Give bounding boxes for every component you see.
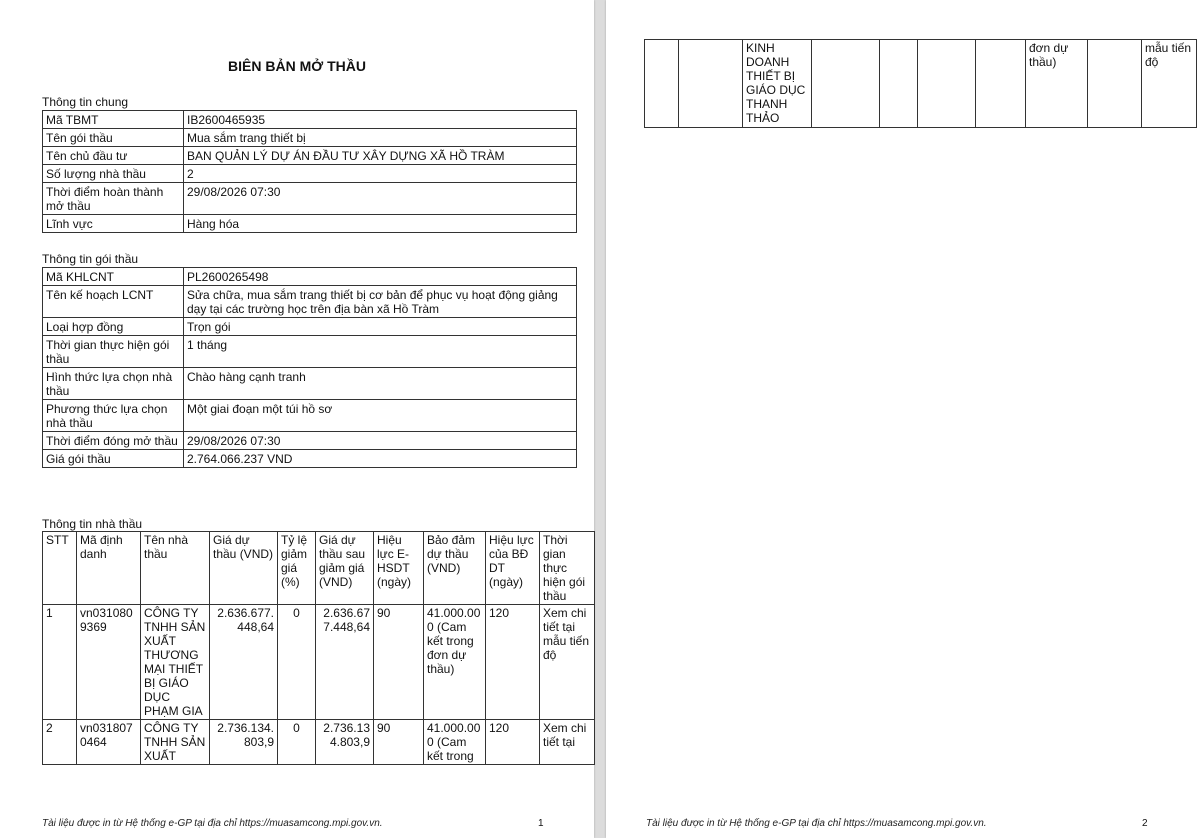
bidder-cell (976, 40, 1026, 128)
bidder-col-header: Tên nhà thầu (141, 532, 210, 605)
info-value: Trọn gói (184, 318, 577, 336)
bidder-cell: 41.000.000 (Cam kết trong (424, 720, 486, 765)
bidder-cell: 90 (374, 605, 424, 720)
table-row (43, 605, 595, 720)
info-key: Tên kế hoạch LCNT (43, 286, 184, 318)
bidder-cell: Xem chi tiết tại mẫu tiến độ (540, 605, 595, 720)
bidder-cell: vn0318070464 (77, 720, 141, 765)
info-key: Loại hợp đồng (43, 318, 184, 336)
info-row (43, 318, 577, 336)
bidder-cell: vn0310809369 (77, 605, 141, 720)
info-key: Phương thức lựa chọn nhà thầu (43, 400, 184, 432)
info-value: 29/08/2026 07:30 (184, 183, 577, 215)
info-row (43, 400, 577, 432)
bidder-cell: 120 (486, 605, 540, 720)
info-row (43, 111, 577, 129)
bidder-cell (918, 40, 976, 128)
info-row (43, 129, 577, 147)
package-info-label: Thông tin gói thầu (42, 252, 139, 266)
info-row (43, 432, 577, 450)
info-row (43, 368, 577, 400)
bidder-cell (679, 40, 743, 128)
bidder-info-label: Thông tin nhà thầu (42, 517, 143, 531)
bidder-col-header: Giá dự thầu sau giảm giá (VND) (316, 532, 374, 605)
bidder-cell: 2.736.134.803,9 (316, 720, 374, 765)
bidder-cell: 0 (278, 720, 316, 765)
bidder-cell: mẫu tiến độ (1142, 40, 1197, 128)
bidder-col-header: Hiệu lực E-HSDT (ngày) (374, 532, 424, 605)
table-row (43, 720, 595, 765)
bidder-col-header: Mã định danh (77, 532, 141, 605)
info-key: Giá gói thầu (43, 450, 184, 468)
bidder-col-header: Giá dự thầu (VND) (210, 532, 278, 605)
info-value: Mua sắm trang thiết bị (184, 129, 577, 147)
info-row (43, 183, 577, 215)
bidder-cell (645, 40, 679, 128)
document-title: BIÊN BẢN MỞ THẦU (228, 58, 366, 74)
bidder-cell: 0 (278, 605, 316, 720)
bidder-cell: 2.636.677.448,64 (210, 605, 278, 720)
bidder-cell: 2.636.677.448,64 (316, 605, 374, 720)
bidder-cell (1088, 40, 1142, 128)
footer-text-2: Tài liệu được in từ Hệ thống e-GP tại địa chỉ https://muasamcong.mpi.gov.vn. (646, 818, 987, 829)
info-key: Mã KHLCNT (43, 268, 184, 286)
general-info-table (42, 110, 577, 233)
general-info-label: Thông tin chung (42, 95, 129, 109)
info-value: BAN QUẢN LÝ DỰ ÁN ĐẦU TƯ XÂY DỰNG XÃ HỒ TRÀM (184, 147, 577, 165)
bidder-cell: 1 (43, 605, 77, 720)
info-key: Thời điểm đóng mở thầu (43, 432, 184, 450)
info-key: Số lượng nhà thầu (43, 165, 184, 183)
bidder-cell: KINH DOANH THIẾT BỊ GIÁO DỤC THANH THẢO (743, 40, 812, 128)
bidder-cell: 120 (486, 720, 540, 765)
info-key: Hình thức lựa chọn nhà thầu (43, 368, 184, 400)
bidder-cell: Xem chi tiết tại (540, 720, 595, 765)
bidder-col-header: Hiệu lực của BĐ DT (ngày) (486, 532, 540, 605)
page-2 (606, 0, 1200, 838)
bidder-cell: 90 (374, 720, 424, 765)
bidder-col-header: Thời gian thực hiện gói thầu (540, 532, 595, 605)
info-value: Hàng hóa (184, 215, 577, 233)
info-value: PL2600265498 (184, 268, 577, 286)
info-value: 1 tháng (184, 336, 577, 368)
info-row (43, 147, 577, 165)
info-value: 29/08/2026 07:30 (184, 432, 577, 450)
bidder-table (42, 531, 595, 765)
bidder-cell (812, 40, 880, 128)
bidder-cell: 41.000.000 (Cam kết trong đơn dự thầu) (424, 605, 486, 720)
info-row (43, 450, 577, 468)
info-row (43, 286, 577, 318)
info-value: Chào hàng cạnh tranh (184, 368, 577, 400)
info-value: Sửa chữa, mua sắm trang thiết bị cơ bản để phục vụ hoạt động giảng dạy tại các trường học trên địa bàn xã Hồ Tràm (184, 286, 577, 318)
info-row (43, 165, 577, 183)
bidder-cell: 2 (43, 720, 77, 765)
table-row (645, 40, 1197, 128)
info-key: Mã TBMT (43, 111, 184, 129)
bidder-table-continued (644, 39, 1197, 128)
info-row (43, 336, 577, 368)
info-row (43, 268, 577, 286)
bidder-cell: CÔNG TY TNHH SẢN XUẤT (141, 720, 210, 765)
bidder-cell: 2.736.134.803,9 (210, 720, 278, 765)
page-number-1: 1 (538, 818, 544, 829)
info-key: Lĩnh vực (43, 215, 184, 233)
info-key: Thời gian thực hiện gói thầu (43, 336, 184, 368)
info-value: 2.764.066.237 VND (184, 450, 577, 468)
info-key: Thời điểm hoàn thành mở thầu (43, 183, 184, 215)
footer-text: Tài liệu được in từ Hệ thống e-GP tại địa chỉ https://muasamcong.mpi.gov.vn. (42, 818, 383, 829)
bidder-cell: đơn dự thầu) (1026, 40, 1088, 128)
info-key: Tên chủ đầu tư (43, 147, 184, 165)
bidder-col-header: Tỷ lệ giảm giá (%) (278, 532, 316, 605)
page-1 (0, 0, 594, 838)
bidder-col-header: STT (43, 532, 77, 605)
info-value: Một giai đoạn một túi hồ sơ (184, 400, 577, 432)
package-info-table (42, 267, 577, 468)
info-row (43, 215, 577, 233)
info-key: Tên gói thầu (43, 129, 184, 147)
info-value: 2 (184, 165, 577, 183)
page-number-2: 2 (1142, 818, 1148, 829)
bidder-cell (880, 40, 918, 128)
bidder-cell: CÔNG TY TNHH SẢN XUẤT THƯƠNG MẠI THIẾT BỊ GIÁO DỤC PHẠM GIA (141, 605, 210, 720)
bidder-col-header: Bảo đảm dự thầu (VND) (424, 532, 486, 605)
info-value: IB2600465935 (184, 111, 577, 129)
